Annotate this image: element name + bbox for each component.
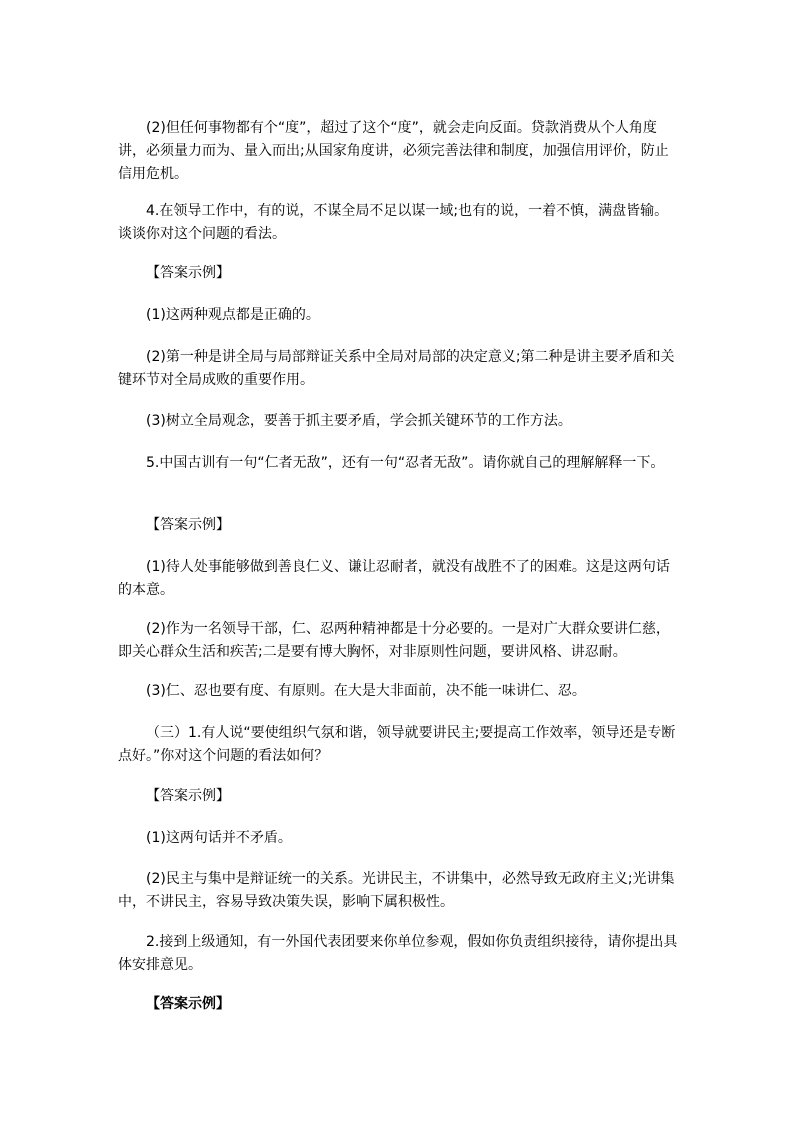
answer-paragraph-1-correct: (1)这两种观点都是正确的。 <box>146 307 320 323</box>
answer-paragraph-2-democracy: (2)民主与集中是辩证统一的关系。光讲民主，不讲集中，必然导致无政府主义;光讲集中，不讲民主，容易导致决策失误，影响下属积极性。 <box>118 871 675 910</box>
question-5-paragraph: 5.中国古训有一句“仁者无敌”，还有一句“忍者无敌”。请你就自己的理解解释一下。 <box>146 455 665 471</box>
answer-paragraph-3-global-view: (3)树立全局观念，要善于抓主要矛盾，学会抓关键环节的工作方法。 <box>146 413 572 429</box>
answer-paragraph-2-leader: (2)作为一名领导干部，仁、忍两种精神都是十分必要的。一是对广大群众要讲仁慈，即关心群众生活和疾苦;二是要有博大胸怀，对非原则性问题，要讲风格、讲忍耐。 <box>118 621 670 660</box>
section-3-question-1-paragraph: （三）1.有人说“要使组织气氛和谐，领导就要讲民主;要提高工作效率，领导还是专断点好。”你对这个问题的看法如何？ <box>118 725 676 764</box>
answer-example-label-1: 【答案示例】 <box>146 265 230 281</box>
answer-example-label-3: 【答案示例】 <box>146 788 230 804</box>
answer-paragraph-1-not-contradictory: (1)这两句话并不矛盾。 <box>146 830 292 846</box>
answer-paragraph-2-credit: (2)但任何事物都有个“度”，超过了这个“度”，就会走向反面。贷款消费从个人角度讲，必须量力而为、量入而出;从国家角度讲，必须完善法律和制度，加强信用评价，防止信用危机。 <box>118 120 669 182</box>
answer-paragraph-2-global: (2)第一种是讲全局与局部辩证关系中全局对局部的决定意义;第二种是讲主要矛盾和关键环节对全局成败的重要作用。 <box>118 349 675 388</box>
answer-paragraph-3-principle: (3)仁、忍也要有度、有原则。在大是大非面前，决不能一味讲仁、忍。 <box>146 683 586 699</box>
answer-example-label-4: 【答案示例】 <box>146 996 230 1012</box>
question-4-paragraph: 4.在领导工作中，有的说，不谋全局不足以谋一域;也有的说，一着不慎，满盘皆输。谈谈你对这个问题的看法。 <box>118 203 669 242</box>
answer-example-label-2: 【答案示例】 <box>146 517 230 533</box>
answer-paragraph-1-kindness: (1)待人处事能够做到善良仁义、谦让忍耐者，就没有战胜不了的困难。这是这两句话的本意。 <box>118 559 670 598</box>
question-2-paragraph: 2.接到上级通知，有一外国代表团要来你单位参观，假如你负责组织接待，请你提出具体安排意见。 <box>118 934 678 973</box>
